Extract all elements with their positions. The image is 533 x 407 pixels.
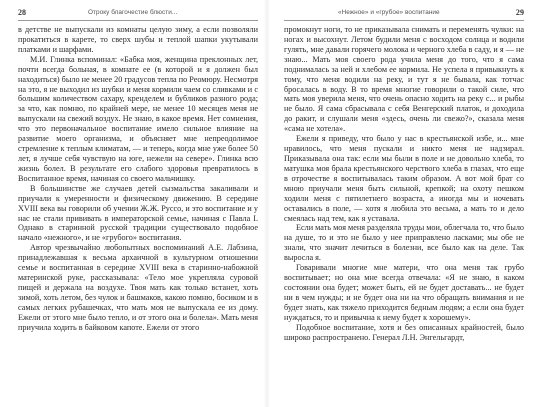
paragraph: Ежели я приведу, что было у нас в крестьянской избе, и... мне нравилось, что меня пускали и никто меня не надзирал. Приказывала она так: если мы были в поле и не довольно хлеба, то матушка моя брала крестьянского черствого хлеба в глазах, что еще в отрочестве я воспитывалась таким образом. А вот мой брат со мною приучали меня быть сильной, крепкой; на охоту пешком ходили меня с пятилетнего возраста, а иногда мы и ночевать оставались в поле, — хотя я любила это весьма, а мать то и дело смеялась над тем, как я уставала. (284, 134, 524, 223)
right-running-title: «Нежное» и «грубое» воспитание (338, 9, 440, 16)
book-gutter (264, 0, 270, 407)
paragraph: промокнут ноги, то не приказывала снимать и переменять чулки: на ногах и высохнут. Летом будили меня с восходом солнца и водили гулять, мне давали горячего молока и черного хлеба в саду, и я — не знаю... Мать моя своего рода учила меня до того, что я сама поднималась за ней и хлебом ее кормила. Не успела я привыкнуть к тому, что меня водили на реку, и тут я не бывала, как тотчас бросалась в воду. В то время многие говорили о такой силе, что мать моя уверила меня, что очень опасно ходить на реку с... и рыбы не было. Я сама сбрасывала с себя Венгерский платок, и доходила до ракит, и слушали меня «здесь, очень ли свежо?», сказала меня «сама не хотела». (284, 25, 524, 134)
paragraph: Подобное воспитание, хотя и без описанных крайностей, было широко распространено. Генерал Л.Н. Энгельгардт, (284, 322, 524, 342)
right-page-number: 29 (515, 8, 524, 17)
paragraph: Автор чрезвычайно любопытных воспоминаний А.Е. Лабзина, принадлежавшая к весьма архаичной в культурном отношении семье и воспитанная в середине XVIII века в старинно-набожной материнской руке, рассказывала: «Тело мое укрепляла суровой пищей и держала на воздухе. Твоя мать как только встанет, хоть зимой, хоть летом, без чулок и башмаков, какою помню, босиком и в самых легких рубашечках, что мать моя не выпускала ее из дому. Ежели от этого мне было тепло, и от этого она и болела». Мать меня приучила ходить в байковом капоте. Ежели от этого (18, 243, 258, 332)
left-running-title: Отроку благочестие блюсти... (88, 9, 178, 16)
right-page (284, 0, 524, 407)
left-page-body (18, 25, 258, 401)
paragraph: Говаривали многие мне матери, что она меня так грубо воспитывает; но она мне всегда отвечала: «Я не знаю, в каком состоянии она будет; может быть, ей не будет доставать... не будет ни в чем нужды; и не будет она ни на что обращать внимания и не будет знать, как тяжело приходится бедным людям; а если она будет нуждаться, то и привычна к нему будет к хорошему». (284, 263, 524, 322)
paragraph: в детстве не выпускали из комнаты целую зиму, а если позволяли прокатиться в карете, то сверх шубы и теплой шапки укутывали платками и шарфами. (18, 25, 258, 54)
paragraph: М.И. Глинка вспоминал: «Бабка моя, женщина преклонных лет, почти всегда больная, в комнате ее (в которой и я должен был находиться) было не менее 20 градусов тепла по Реомюру. Несмотря на это, я не выходил из шубки и меня кормили чаем со сливками и с большим количеством сахару, кренделем и бубликов разного рода; за что, как помню, по крайней мере, не менее 10 месяцев меня не выпускали на свежий воздух. Не знаю, в какое время. Нет сомнения, что это первоначальное воспитание имело сильное влияние на развитие моего организма, и объясняет мне непреодолимое стремление к теплым климатам, — и теперь, когда мне уже более 50 лет, я лучше себя чувствую на юге, нежели на севере». Глинка всю жизнь болел. В результате его слабого здоровья превратилось в Воспитанное время, начиная со своего мальчишку. (18, 54, 258, 183)
paragraph: Если мать моя меня разделяла труды мои, облегчала то, что было на душе, то и это не было у нее приправлено ласками; мы обе не знали, что значит лечиться в болезни, все было как на деле. Так выросла я. (284, 223, 524, 263)
paragraph: В большинстве же случаев детей сызмальства закаливали и приучали к умеренности и физическому движению. В середине XVIII века вы говорили об учении Ж.Ж. Руссо, и это воспитание и у нас не стали прививать в императорской семье, начиная с Павла I. Однако в старинной русской традиции существовало подобное начало «нежного», и не «грубого» воспитания. (18, 183, 258, 243)
left-page (18, 0, 258, 407)
left-page-number: 28 (18, 8, 27, 17)
left-running-head (18, 6, 258, 21)
right-page-body (284, 25, 524, 401)
right-running-head (284, 6, 524, 21)
